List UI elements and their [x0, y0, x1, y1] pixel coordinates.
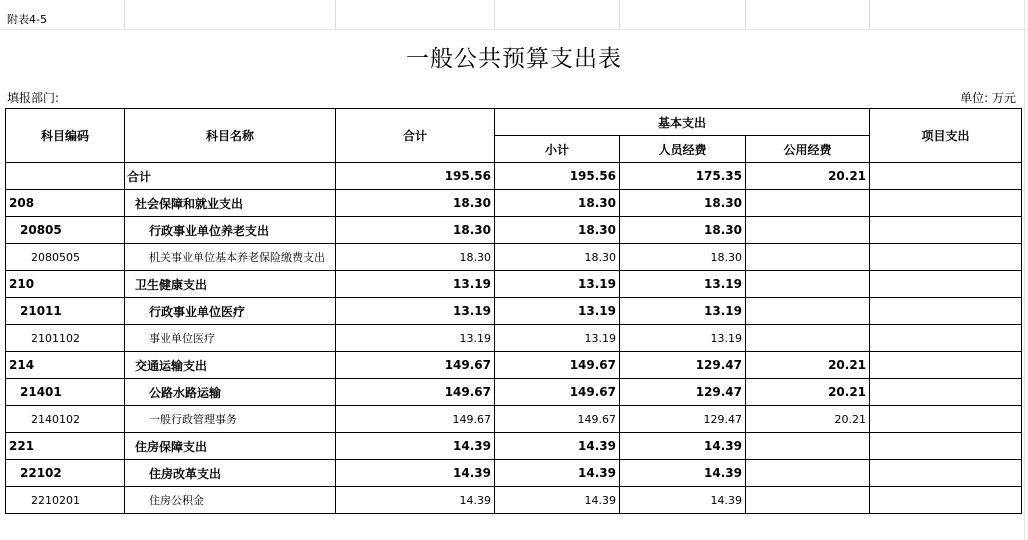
- cell-project[interactable]: [870, 406, 1022, 433]
- cell-project[interactable]: [870, 163, 1022, 190]
- cell-public[interactable]: [746, 325, 870, 352]
- cell-personnel[interactable]: 18.30: [620, 217, 746, 244]
- cell-project[interactable]: [870, 379, 1022, 406]
- cell-total[interactable]: 14.39: [336, 460, 495, 487]
- cell-subtotal[interactable]: 18.30: [495, 244, 620, 271]
- cell-name[interactable]: 卫生健康支出: [125, 271, 336, 298]
- cell-personnel[interactable]: 14.39: [620, 487, 746, 514]
- cell-personnel[interactable]: 18.30: [620, 244, 746, 271]
- cell-public[interactable]: [746, 244, 870, 271]
- cell-public[interactable]: [746, 487, 870, 514]
- cell-subtotal[interactable]: 18.30: [495, 217, 620, 244]
- cell-project[interactable]: [870, 271, 1022, 298]
- cell-personnel[interactable]: 14.39: [620, 460, 746, 487]
- cell-personnel[interactable]: 129.47: [620, 379, 746, 406]
- header-subtotal[interactable]: 小计: [495, 136, 620, 163]
- cell-public[interactable]: [746, 217, 870, 244]
- cell-total[interactable]: 14.39: [336, 433, 495, 460]
- cell-total[interactable]: 13.19: [336, 298, 495, 325]
- cell-public[interactable]: [746, 190, 870, 217]
- header-public[interactable]: 公用经费: [746, 136, 870, 163]
- header-code[interactable]: 科目编码: [6, 109, 125, 163]
- cell-code[interactable]: 21011: [6, 298, 125, 325]
- cell-total[interactable]: 149.67: [336, 352, 495, 379]
- cell-subtotal[interactable]: 149.67: [495, 379, 620, 406]
- table-body: [6, 163, 1022, 514]
- table-row: [6, 379, 1022, 406]
- cell-public[interactable]: [746, 298, 870, 325]
- cell-code[interactable]: 22102: [6, 460, 125, 487]
- table-row: [6, 406, 1022, 433]
- header-personnel[interactable]: 人员经费: [620, 136, 746, 163]
- table-row: [6, 433, 1022, 460]
- cell-code[interactable]: 20805: [6, 217, 125, 244]
- budget-table: [5, 108, 1022, 514]
- department-label: 填报部门:: [7, 91, 60, 105]
- cell-public[interactable]: 20.21: [746, 379, 870, 406]
- cell-code[interactable]: 21401: [6, 379, 125, 406]
- cell-total[interactable]: 18.30: [336, 217, 495, 244]
- cell-total[interactable]: 195.56: [336, 163, 495, 190]
- cell-project[interactable]: [870, 487, 1022, 514]
- annex-label: 附表4-5: [7, 13, 47, 26]
- cell-total[interactable]: 149.67: [336, 379, 495, 406]
- cell-project[interactable]: [870, 352, 1022, 379]
- cell-name[interactable]: 机关事业单位基本养老保险缴费支出: [125, 244, 336, 271]
- cell-name[interactable]: 行政事业单位养老支出: [125, 217, 336, 244]
- cell-code[interactable]: [6, 163, 125, 190]
- cell-public[interactable]: 20.21: [746, 163, 870, 190]
- cell-total[interactable]: 18.30: [336, 190, 495, 217]
- cell-name[interactable]: 住房改革支出: [125, 460, 336, 487]
- cell-public[interactable]: [746, 271, 870, 298]
- cell-subtotal[interactable]: 18.30: [495, 190, 620, 217]
- table-row: [6, 271, 1022, 298]
- cell-public[interactable]: 20.21: [746, 352, 870, 379]
- cell-personnel[interactable]: 129.47: [620, 352, 746, 379]
- cell-project[interactable]: [870, 298, 1022, 325]
- cell-project[interactable]: [870, 433, 1022, 460]
- table-row: [6, 352, 1022, 379]
- cell-name[interactable]: 合计: [125, 163, 336, 190]
- cell-subtotal[interactable]: 149.67: [495, 406, 620, 433]
- cell-subtotal[interactable]: 14.39: [495, 487, 620, 514]
- table-row: [6, 298, 1022, 325]
- cell-subtotal[interactable]: 149.67: [495, 352, 620, 379]
- table-row: [6, 190, 1022, 217]
- cell-name[interactable]: 一般行政管理事务: [125, 406, 336, 433]
- cell-project[interactable]: [870, 244, 1022, 271]
- table-row: [6, 217, 1022, 244]
- cell-total[interactable]: 14.39: [336, 487, 495, 514]
- cell-name[interactable]: 交通运输支出: [125, 352, 336, 379]
- cell-name[interactable]: 社会保障和就业支出: [125, 190, 336, 217]
- cell-project[interactable]: [870, 325, 1022, 352]
- unit-label: 单位: 万元: [960, 91, 1016, 105]
- cell-personnel[interactable]: 14.39: [620, 433, 746, 460]
- cell-personnel[interactable]: 13.19: [620, 271, 746, 298]
- cell-code[interactable]: 2080505: [6, 244, 125, 271]
- cell-personnel[interactable]: 13.19: [620, 325, 746, 352]
- header-basic[interactable]: 基本支出: [495, 109, 870, 136]
- table-row: [6, 244, 1022, 271]
- cell-project[interactable]: [870, 190, 1022, 217]
- header-project[interactable]: 项目支出: [870, 109, 1022, 163]
- cell-name[interactable]: 住房保障支出: [125, 433, 336, 460]
- cell-name[interactable]: 公路水路运输: [125, 379, 336, 406]
- cell-name[interactable]: 事业单位医疗: [125, 325, 336, 352]
- cell-code[interactable]: 210: [6, 271, 125, 298]
- cell-code[interactable]: 2101102: [6, 325, 125, 352]
- cell-subtotal[interactable]: 195.56: [495, 163, 620, 190]
- header-total[interactable]: 合计: [336, 109, 495, 163]
- cell-personnel[interactable]: 18.30: [620, 190, 746, 217]
- cell-project[interactable]: [870, 460, 1022, 487]
- table-row: [6, 325, 1022, 352]
- cell-subtotal[interactable]: 14.39: [495, 433, 620, 460]
- cell-subtotal[interactable]: 14.39: [495, 460, 620, 487]
- cell-code[interactable]: 221: [6, 433, 125, 460]
- page-title: 一般公共预算支出表: [406, 46, 622, 72]
- table-row: [6, 487, 1022, 514]
- cell-code[interactable]: 2210201: [6, 487, 125, 514]
- cell-code[interactable]: 208: [6, 190, 125, 217]
- cell-personnel[interactable]: 129.47: [620, 406, 746, 433]
- cell-total[interactable]: 18.30: [336, 244, 495, 271]
- table-row: [6, 163, 1022, 190]
- cell-name[interactable]: 行政事业单位医疗: [125, 298, 336, 325]
- cell-public[interactable]: [746, 433, 870, 460]
- cell-total[interactable]: 149.67: [336, 406, 495, 433]
- cell-total[interactable]: 13.19: [336, 325, 495, 352]
- cell-subtotal[interactable]: 13.19: [495, 298, 620, 325]
- cell-code[interactable]: 214: [6, 352, 125, 379]
- header-name[interactable]: 科目名称: [125, 109, 336, 163]
- cell-public[interactable]: [746, 460, 870, 487]
- cell-public[interactable]: 20.21: [746, 406, 870, 433]
- cell-subtotal[interactable]: 13.19: [495, 271, 620, 298]
- cell-code[interactable]: 2140102: [6, 406, 125, 433]
- cell-project[interactable]: [870, 217, 1022, 244]
- cell-total[interactable]: 13.19: [336, 271, 495, 298]
- cell-name[interactable]: 住房公积金: [125, 487, 336, 514]
- cell-personnel[interactable]: 13.19: [620, 298, 746, 325]
- table-row: [6, 460, 1022, 487]
- cell-subtotal[interactable]: 13.19: [495, 325, 620, 352]
- cell-personnel[interactable]: 175.35: [620, 163, 746, 190]
